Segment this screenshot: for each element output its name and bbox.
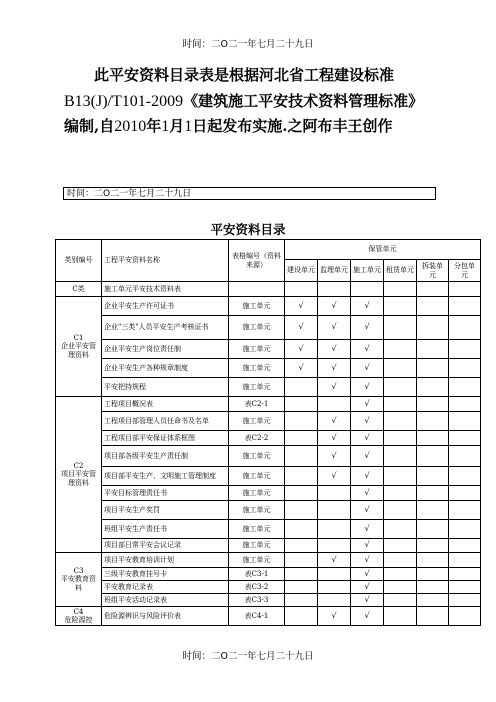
record-name-cell: 危险源辨识与风险评价表 xyxy=(102,607,229,626)
check-cell xyxy=(384,397,417,412)
category-cell: C4 危险源控 xyxy=(56,607,102,626)
header-keep-unit-0: 建设单元 xyxy=(285,260,318,282)
table-row xyxy=(56,412,481,431)
check-cell: √ xyxy=(351,581,384,594)
check-cell: √ xyxy=(351,297,384,316)
form-number-cell: 施工单元 xyxy=(229,539,285,553)
check-cell xyxy=(384,539,417,553)
check-cell xyxy=(449,316,481,340)
record-name-cell: 平安把持规程 xyxy=(102,378,229,397)
check-cell xyxy=(318,501,351,520)
record-name-cell: 班组平安活动记录表 xyxy=(102,594,229,607)
check-cell: √ xyxy=(351,539,384,553)
record-name-cell: 项目部各级平安生产责任制 xyxy=(102,446,229,467)
form-number-cell: 施工单元 xyxy=(229,359,285,378)
check-cell xyxy=(417,539,449,553)
check-cell xyxy=(449,553,481,568)
page-footer-time: 时间：二O二一年七月二十九日 xyxy=(182,651,314,662)
check-cell: √ xyxy=(285,340,318,359)
check-cell xyxy=(449,446,481,467)
check-cell xyxy=(384,568,417,581)
form-number-cell: 施工单元 xyxy=(229,520,285,539)
record-name-cell: 工程项目概况表 xyxy=(102,397,229,412)
check-cell xyxy=(285,486,318,501)
check-cell xyxy=(417,282,449,297)
check-cell xyxy=(384,316,417,340)
check-cell xyxy=(318,594,351,607)
check-cell xyxy=(384,297,417,316)
table-row xyxy=(56,501,481,520)
record-name-cell: 工程项目部管理人员任命书及名单 xyxy=(102,412,229,431)
check-cell: √ xyxy=(351,397,384,412)
intro-end: 日起发布实施.之阿布丰王创作 xyxy=(192,117,393,135)
table-row xyxy=(56,553,481,568)
form-number-cell: 施工单元 xyxy=(229,501,285,520)
check-cell xyxy=(384,282,417,297)
intro-standard-code: B13(J)/T101-2009 xyxy=(64,92,184,110)
table-row xyxy=(56,446,481,467)
check-cell: √ xyxy=(318,553,351,568)
check-cell: √ xyxy=(351,594,384,607)
check-cell xyxy=(285,446,318,467)
check-cell: √ xyxy=(285,297,318,316)
check-cell: √ xyxy=(351,431,384,446)
table-row xyxy=(56,431,481,446)
check-cell xyxy=(285,539,318,553)
table-row xyxy=(56,359,481,378)
check-cell xyxy=(449,412,481,431)
check-cell xyxy=(449,568,481,581)
check-cell: √ xyxy=(351,607,384,626)
check-cell: √ xyxy=(351,340,384,359)
check-cell xyxy=(285,553,318,568)
table-row xyxy=(56,316,481,340)
check-cell: √ xyxy=(318,431,351,446)
check-cell xyxy=(417,520,449,539)
check-cell xyxy=(318,486,351,501)
check-cell: √ xyxy=(318,378,351,397)
check-cell: √ xyxy=(351,412,384,431)
check-cell xyxy=(417,486,449,501)
form-number-cell: 表C2-1 xyxy=(229,397,285,412)
check-cell xyxy=(318,282,351,297)
intro-month-char: 月 xyxy=(169,117,185,135)
check-cell xyxy=(285,412,318,431)
check-cell xyxy=(318,581,351,594)
check-cell xyxy=(417,378,449,397)
category-cell: C类 xyxy=(56,282,102,297)
record-name-cell: 工程项目部平安保证体系框图 xyxy=(102,431,229,446)
check-cell xyxy=(285,581,318,594)
form-number-cell: 表C3-2 xyxy=(229,581,285,594)
form-number-cell: 表C3-3 xyxy=(229,594,285,607)
check-cell xyxy=(417,568,449,581)
intro-month: 1 xyxy=(161,118,170,135)
form-number-cell: 施工单元 xyxy=(229,446,285,467)
check-cell xyxy=(449,520,481,539)
check-cell xyxy=(285,594,318,607)
check-cell: √ xyxy=(318,359,351,378)
form-number-cell: 施工单元 xyxy=(229,412,285,431)
check-cell xyxy=(384,467,417,486)
check-cell xyxy=(384,412,417,431)
check-cell: √ xyxy=(351,359,384,378)
check-cell: √ xyxy=(351,486,384,501)
check-cell xyxy=(449,378,481,397)
check-cell xyxy=(318,520,351,539)
table-row xyxy=(56,594,481,607)
record-name-cell: 项目部平安生产、文明施工管理制度 xyxy=(102,467,229,486)
check-cell xyxy=(285,607,318,626)
record-name-cell: 企业"三类"人员平安生产考核证书 xyxy=(102,316,229,340)
check-cell xyxy=(449,539,481,553)
header-keep-unit-4: 拆装单元 xyxy=(417,260,449,282)
header-record-name: 工程平安资料名称 xyxy=(102,240,229,282)
check-cell: √ xyxy=(285,316,318,340)
table-row xyxy=(56,297,481,316)
check-cell: √ xyxy=(318,412,351,431)
check-cell xyxy=(417,467,449,486)
header-category: 类别编号 xyxy=(56,240,102,282)
check-cell xyxy=(384,359,417,378)
check-cell xyxy=(384,607,417,626)
check-cell xyxy=(449,397,481,412)
check-cell: √ xyxy=(285,359,318,378)
check-cell xyxy=(384,431,417,446)
header-keep-unit-3: 租赁单元 xyxy=(384,260,417,282)
check-cell xyxy=(384,501,417,520)
check-cell: √ xyxy=(318,446,351,467)
safety-records-table xyxy=(55,239,481,626)
check-cell: √ xyxy=(351,467,384,486)
header-keeping-unit: 保管单元 xyxy=(285,240,481,260)
check-cell xyxy=(449,581,481,594)
check-cell xyxy=(285,501,318,520)
check-cell xyxy=(417,431,449,446)
check-cell xyxy=(285,282,318,297)
check-cell xyxy=(417,340,449,359)
form-number-cell: 施工单元 xyxy=(229,467,285,486)
check-cell xyxy=(449,467,481,486)
check-cell xyxy=(449,607,481,626)
check-cell xyxy=(384,553,417,568)
check-cell xyxy=(384,340,417,359)
check-cell xyxy=(384,446,417,467)
check-cell: √ xyxy=(351,501,384,520)
table-row xyxy=(56,340,481,359)
check-cell xyxy=(285,520,318,539)
check-cell xyxy=(449,501,481,520)
check-cell xyxy=(318,568,351,581)
check-cell: √ xyxy=(318,467,351,486)
check-cell xyxy=(417,446,449,467)
check-cell xyxy=(449,594,481,607)
form-number-cell: 施工单元 xyxy=(229,316,285,340)
check-cell xyxy=(449,297,481,316)
table-row xyxy=(56,397,481,412)
intro-day: 1 xyxy=(184,118,193,135)
check-cell: √ xyxy=(351,446,384,467)
check-cell xyxy=(417,359,449,378)
check-cell xyxy=(417,297,449,316)
table-title: 平安资料目录 xyxy=(210,222,286,237)
form-number-cell: 施工单元 xyxy=(229,297,285,316)
check-cell xyxy=(417,594,449,607)
record-name-cell: 平安目标管理责任书 xyxy=(102,486,229,501)
table-row xyxy=(56,539,481,553)
form-number-cell: 施工单元 xyxy=(229,378,285,397)
record-name-cell: 项目部日常平安会议记录 xyxy=(102,539,229,553)
record-name-cell: 项目平安教育培训计划 xyxy=(102,553,229,568)
check-cell xyxy=(417,316,449,340)
check-cell: √ xyxy=(318,316,351,340)
check-cell xyxy=(449,431,481,446)
check-cell xyxy=(417,553,449,568)
check-cell xyxy=(351,282,384,297)
category-cell: C2 项目平安管理资料 xyxy=(56,397,102,553)
record-name-cell: 三级平安教育挂号卡 xyxy=(102,568,229,581)
record-name-cell: 平安教育记录表 xyxy=(102,581,229,594)
header-keep-unit-1: 监理单元 xyxy=(318,260,351,282)
check-cell xyxy=(384,378,417,397)
form-number-cell: 施工单元 xyxy=(229,553,285,568)
table-row xyxy=(56,378,481,397)
form-number-cell xyxy=(229,282,285,297)
boxed-time: 时间：二O二一年七月二十九日 xyxy=(63,187,436,200)
page-header-time: 时间：二O二一年七月二十九日 xyxy=(182,39,314,50)
header-keep-unit-5: 分包单元 xyxy=(449,260,481,282)
check-cell xyxy=(417,397,449,412)
check-cell xyxy=(384,520,417,539)
check-cell: √ xyxy=(351,378,384,397)
intro-line-1: 此平安资料目录表是根据河北省工程建设标准 xyxy=(94,66,395,84)
record-name-cell: 企业平安生产岗位责任制 xyxy=(102,340,229,359)
table-row xyxy=(56,486,481,501)
check-cell: √ xyxy=(318,607,351,626)
intro-paragraph xyxy=(64,63,434,140)
check-cell: √ xyxy=(318,297,351,316)
check-cell xyxy=(285,467,318,486)
category-cell: C3 平安教育资料 xyxy=(56,553,102,607)
check-cell xyxy=(417,581,449,594)
category-cell: C1 企业平安管理资料 xyxy=(56,297,102,397)
check-cell xyxy=(417,501,449,520)
intro-year: 2010 xyxy=(114,118,147,135)
intro-year-char: 年 xyxy=(146,117,162,135)
check-cell: √ xyxy=(351,568,384,581)
form-number-cell: 施工单元 xyxy=(229,340,285,359)
check-cell xyxy=(285,568,318,581)
check-cell xyxy=(449,340,481,359)
check-cell xyxy=(449,486,481,501)
check-cell xyxy=(384,594,417,607)
form-number-cell: 表C2-2 xyxy=(229,431,285,446)
table-row xyxy=(56,581,481,594)
check-cell xyxy=(449,282,481,297)
table-row xyxy=(56,520,481,539)
record-name-cell: 施工单元平安技术资料表 xyxy=(102,282,229,297)
check-cell xyxy=(384,486,417,501)
header-keep-unit-2: 施工单元 xyxy=(351,260,384,282)
table-row xyxy=(56,282,481,297)
form-number-cell: 表C3-1 xyxy=(229,568,285,581)
form-number-cell: 施工单元 xyxy=(229,486,285,501)
record-name-cell: 班组平安生产责任书 xyxy=(102,520,229,539)
check-cell xyxy=(285,431,318,446)
table-row xyxy=(56,467,481,486)
check-cell xyxy=(417,412,449,431)
check-cell: √ xyxy=(351,520,384,539)
check-cell: √ xyxy=(351,316,384,340)
check-cell: √ xyxy=(351,553,384,568)
form-number-cell: 表C4-1 xyxy=(229,607,285,626)
record-name-cell: 企业平安生产许可证书 xyxy=(102,297,229,316)
record-name-cell: 项目平安生产奖罚 xyxy=(102,501,229,520)
intro-text: 《建筑施工平安技术资料管理标准》编制,自 xyxy=(64,91,424,135)
check-cell xyxy=(384,581,417,594)
check-cell xyxy=(318,397,351,412)
check-cell xyxy=(285,397,318,412)
table-row xyxy=(56,607,481,626)
check-cell xyxy=(449,359,481,378)
header-form-number: 表格编号（资料来源） xyxy=(229,240,285,282)
check-cell xyxy=(417,607,449,626)
check-cell xyxy=(318,539,351,553)
check-cell xyxy=(285,378,318,397)
check-cell: √ xyxy=(318,340,351,359)
table-row xyxy=(56,568,481,581)
record-name-cell: 企业平安生产各种规章制度 xyxy=(102,359,229,378)
